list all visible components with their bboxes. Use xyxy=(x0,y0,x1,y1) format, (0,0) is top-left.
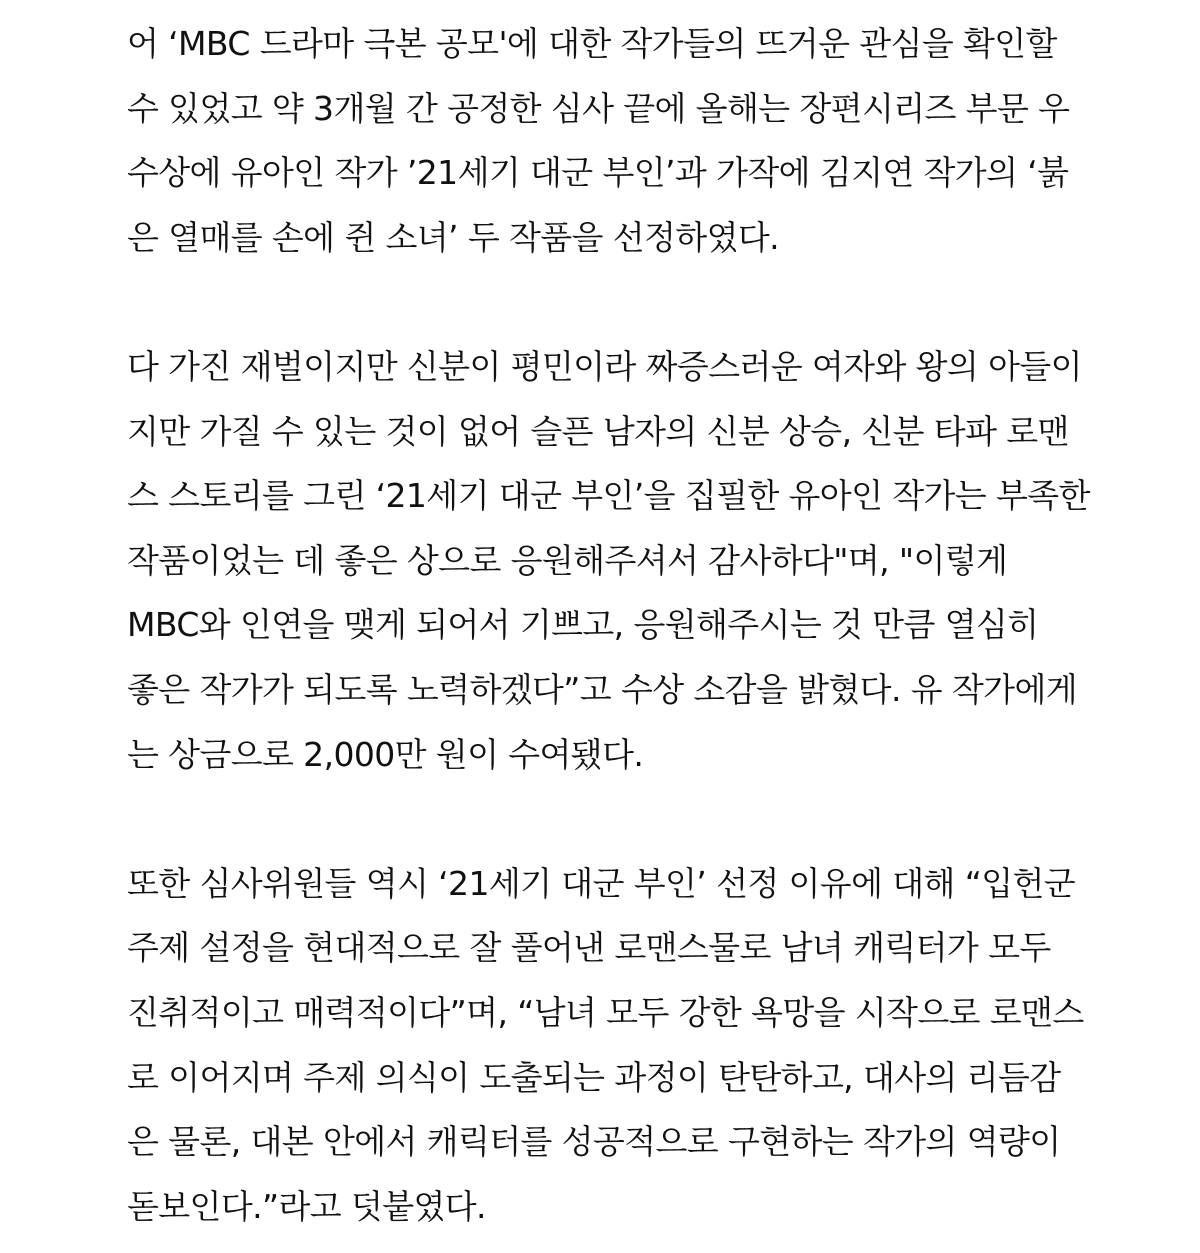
text-line: 수 있었고 약 3개월 간 공정한 심사 끝에 올해는 장편시리즈 부문 우 xyxy=(127,88,1070,128)
paragraph-judges-comments xyxy=(127,852,1087,1240)
text-line: 돋보인다.”라고 덧붙였다. xyxy=(127,1186,486,1226)
text-line: 다 가진 재벌이지만 신분이 평민이라 짜증스러운 여자와 왕의 아들이 xyxy=(127,346,1082,386)
text-line: 은 물론, 대본 안에서 캐릭터를 성공적으로 구현하는 작가의 역량이 xyxy=(127,1122,1061,1162)
text-line: 수상에 유아인 작가 ’21세기 대군 부인’과 가작에 김지연 작가의 ‘붉 xyxy=(127,153,1069,193)
text-line: 주제 설정을 현대적으로 잘 풀어낸 로맨스물로 남녀 캐릭터가 모두 xyxy=(127,928,1051,968)
paragraph-winner-remarks xyxy=(127,335,1090,787)
text-line: 어 ‘MBC 드라마 극본 공모'에 대한 작가들의 뜨거운 관심을 확인할 xyxy=(127,24,1057,63)
text-line: 작품이었는 데 좋은 상으로 응원해주셔서 감사하다"며, "이렇게 xyxy=(127,540,1008,580)
paragraph-spacer xyxy=(127,270,1087,335)
text-line: 지만 가질 수 있는 것이 없어 슬픈 남자의 신분 상승, 신분 타파 로맨 xyxy=(127,411,1069,451)
text-line: 또한 심사위원들 역시 ‘21세기 대군 부인’ 선정 이유에 대해 “입헌군 xyxy=(127,863,1076,903)
paragraph-award-announcement xyxy=(127,12,1087,270)
text-line: 좋은 작가가 되도록 노력하겠다”고 수상 소감을 밝혔다. 유 작가에게 xyxy=(127,669,1078,709)
text-line: 스 스토리를 그린 ‘21세기 대군 부인’을 집필한 유아인 작가는 부족한 xyxy=(127,476,1090,516)
paragraph-spacer xyxy=(127,787,1087,852)
text-line: 진취적이고 매력적이다”며, “남녀 모두 강한 욕망을 시작으로 로맨스 xyxy=(127,992,1084,1032)
article-body xyxy=(127,12,1090,1239)
text-line: 로 이어지며 주제 의식이 도출되는 과정이 탄탄하고, 대사의 리듬감 xyxy=(127,1057,1061,1097)
text-line: 는 상금으로 2,000만 원이 수여됐다. xyxy=(127,734,644,774)
text-line: 은 열매를 손에 쥔 소녀’ 두 작품을 선정하였다. xyxy=(127,217,780,257)
text-line: MBC와 인연을 맺게 되어서 기쁘고, 응원해주시는 것 만큼 열심히 xyxy=(127,605,1039,645)
